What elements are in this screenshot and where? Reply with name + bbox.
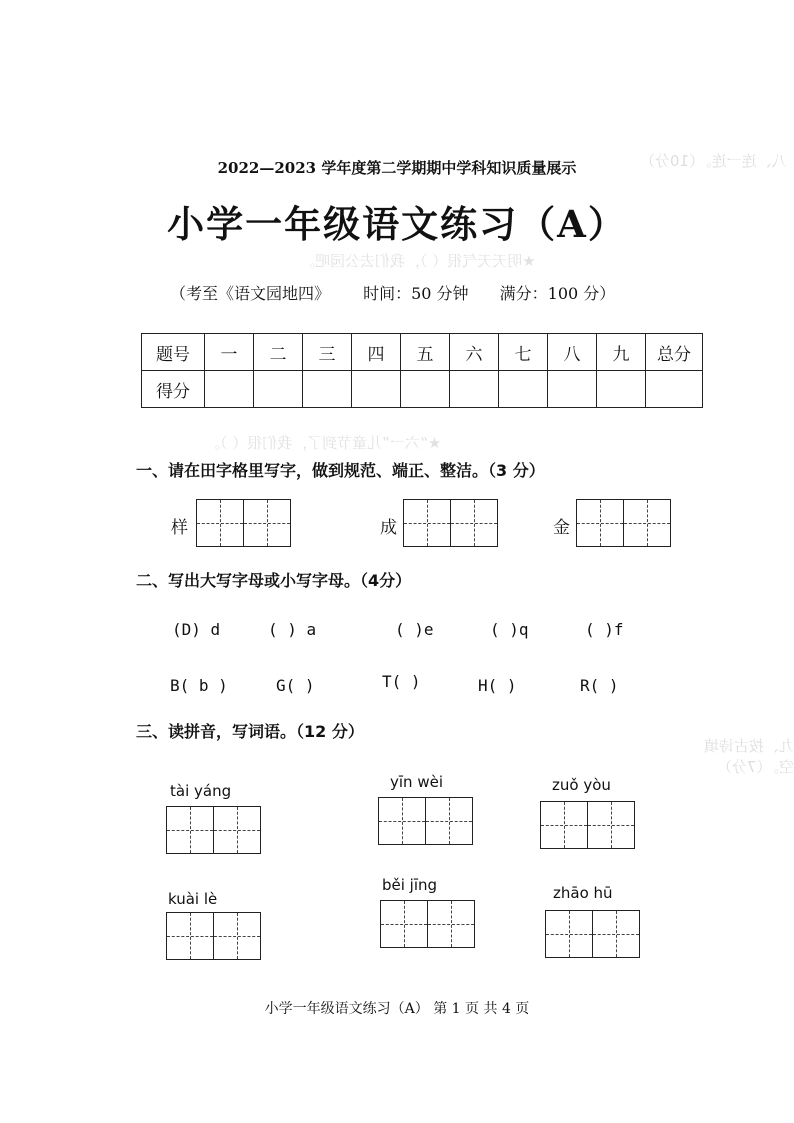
- score-table-col: 三: [303, 334, 352, 371]
- exam-time: 时间：50 分钟: [363, 284, 469, 303]
- exam-info: [170, 281, 615, 304]
- exam-scope: （考至《语文园地四》: [170, 284, 331, 303]
- letter-item[interactable]: T( ): [382, 672, 421, 691]
- score-table-header-row: [142, 334, 703, 371]
- pinyin-label: tài yáng: [170, 782, 232, 800]
- score-table-col: 九: [597, 334, 646, 371]
- pinyin-label: běi jīng: [382, 876, 438, 894]
- score-cell[interactable]: [205, 371, 254, 408]
- tianzige-box[interactable]: [545, 910, 640, 958]
- bleed-through-text: ★明天天气很（ ），我们去公园吧。: [300, 252, 536, 270]
- section-3-title: 三、读拼音，写词语。（12 分）: [136, 722, 364, 741]
- bleed-through-text: ★“六一”儿童节到了，我们很（ ）。: [205, 434, 442, 452]
- section-2-title: 二、写出大写字母或小写字母。（4分）: [136, 571, 412, 590]
- bleed-through-text: 九、按古诗填空。（7分）: [703, 737, 794, 776]
- pinyin-label: zuǒ yòu: [552, 776, 611, 794]
- exam-score: 满分：100 分）: [499, 284, 616, 303]
- section-1-title: 一、请在田字格里写字，做到规范、端正、整洁。（3 分）: [136, 461, 545, 480]
- tianzige-box[interactable]: [380, 900, 475, 948]
- model-char: 成: [380, 518, 397, 538]
- tianzige-box[interactable]: [378, 797, 473, 845]
- letter-item[interactable]: G( ): [276, 676, 315, 695]
- letter-item[interactable]: ( )e: [395, 620, 434, 639]
- score-table-col: 一: [205, 334, 254, 371]
- letter-item[interactable]: R( ): [580, 676, 619, 695]
- pinyin-label: kuài lè: [168, 890, 218, 908]
- score-cell[interactable]: [499, 371, 548, 408]
- letter-item: B( b ): [170, 676, 228, 695]
- letter-item: (D) d: [172, 620, 221, 639]
- score-table-col: 总分: [646, 334, 703, 371]
- score-cell[interactable]: [646, 371, 703, 408]
- score-table-col: 四: [352, 334, 401, 371]
- score-table-score-row: [142, 371, 703, 408]
- score-cell[interactable]: [352, 371, 401, 408]
- score-table-col: 六: [450, 334, 499, 371]
- tianzige-box[interactable]: [166, 806, 261, 854]
- score-table-col: 五: [401, 334, 450, 371]
- pinyin-label: zhāo hū: [553, 884, 613, 902]
- tianzige-box[interactable]: [540, 801, 635, 849]
- page-title: 小学一年级语文练习（A）: [167, 202, 627, 246]
- score-table-col: 七: [499, 334, 548, 371]
- tianzige-box[interactable]: [166, 912, 261, 960]
- score-cell[interactable]: [597, 371, 646, 408]
- letter-item[interactable]: ( )f: [585, 620, 624, 639]
- score-table-row-label: 得分: [142, 371, 205, 408]
- score-table: [141, 333, 703, 408]
- pinyin-label: yīn wèi: [390, 773, 443, 791]
- model-char: 金: [553, 518, 570, 538]
- score-table-col: 二: [254, 334, 303, 371]
- score-cell[interactable]: [450, 371, 499, 408]
- bleed-through-text: 八、连一连。（10分）: [640, 152, 787, 170]
- score-table-col: 八: [548, 334, 597, 371]
- letter-item[interactable]: ( ) a: [268, 620, 317, 639]
- score-cell[interactable]: [303, 371, 352, 408]
- model-char: 样: [171, 518, 188, 538]
- tianzige-box[interactable]: [196, 499, 291, 547]
- score-table-row-label: 题号: [142, 334, 205, 371]
- letter-item[interactable]: H( ): [478, 676, 517, 695]
- letter-item[interactable]: ( )q: [490, 620, 529, 639]
- score-cell[interactable]: [548, 371, 597, 408]
- tianzige-box[interactable]: [403, 499, 498, 547]
- page-footer: 小学一年级语文练习（A） 第 1 页 共 4 页: [264, 1001, 530, 1017]
- exam-header-line: 2022—2023 学年度第二学期期中学科知识质量展示: [217, 159, 577, 177]
- score-cell[interactable]: [401, 371, 450, 408]
- tianzige-box[interactable]: [576, 499, 671, 547]
- score-cell[interactable]: [254, 371, 303, 408]
